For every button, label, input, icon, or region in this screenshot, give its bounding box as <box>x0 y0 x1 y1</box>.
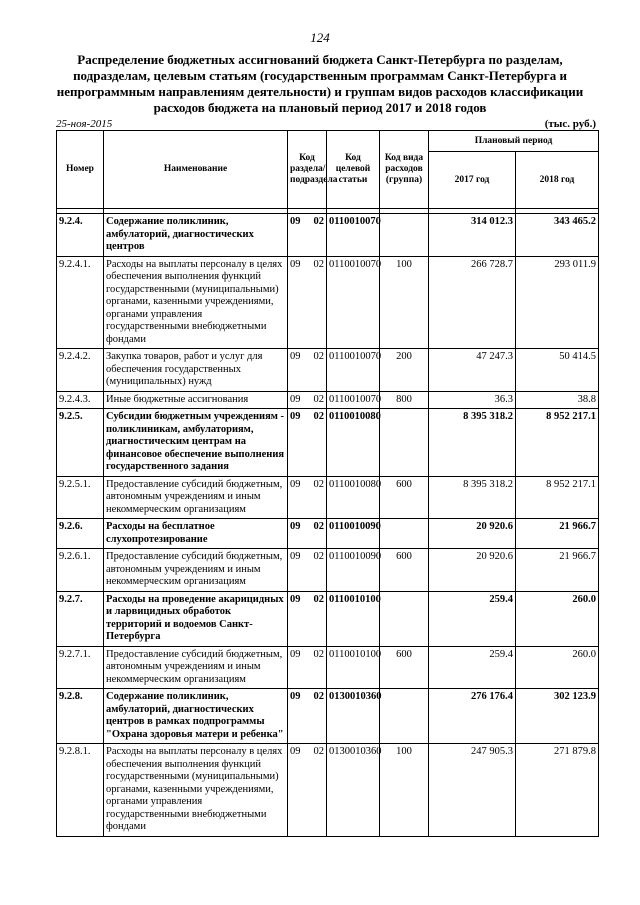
row-number: 9.2.4.3. <box>57 391 104 409</box>
row-value-2017: 8 395 318.2 <box>429 476 516 519</box>
section-code: 09 <box>290 216 301 227</box>
section-code: 09 <box>290 411 301 422</box>
subsection-code: 02 <box>313 478 324 490</box>
row-value-2018: 271 879.8 <box>516 744 599 837</box>
header-number: Номер <box>57 131 104 209</box>
row-value-2017: 20 920.6 <box>429 549 516 592</box>
table-row <box>57 349 599 392</box>
row-section-code <box>288 214 327 257</box>
row-name: Расходы на выплаты персоналу в целях обеспечения выполнения функций государственными (муниципальными) органами, казенными учреждениями, органами управления государственными внебюджетными фондами <box>104 256 288 349</box>
section-code: 09 <box>290 593 301 605</box>
row-value-2018: 21 966.7 <box>516 519 599 549</box>
row-type-code: 200 <box>380 349 429 392</box>
row-value-2018: 8 952 217.1 <box>516 409 599 477</box>
row-value-2017: 276 176.4 <box>429 689 516 744</box>
subsection-code: 02 <box>313 691 324 702</box>
subsection-code: 02 <box>313 551 324 562</box>
row-article-code: 0110010090 <box>327 519 380 549</box>
row-value-2018: 50 414.5 <box>516 349 599 392</box>
row-name: Расходы на проведение акарицидных и ларвицидных обработок территорий и водоемов Санкт-Петербурга <box>104 591 288 646</box>
row-name: Предоставление субсидий бюджетным, автономным учреждениям и иным некоммерческим организациям <box>104 549 288 592</box>
section-code: 09 <box>290 648 301 660</box>
section-code: 09 <box>290 551 301 562</box>
table-row <box>57 519 599 549</box>
subsection-code: 02 <box>313 351 324 362</box>
header-article: Код целевой статьи <box>327 131 380 209</box>
section-code: 09 <box>290 691 301 702</box>
row-value-2018: 38.8 <box>516 391 599 409</box>
row-value-2018: 260.0 <box>516 591 599 646</box>
row-number: 9.2.7.1. <box>57 646 104 689</box>
row-article-code: 0130010360 <box>327 744 380 837</box>
header-period: Плановый период <box>429 131 599 152</box>
table-row <box>57 549 599 592</box>
row-value-2017: 259.4 <box>429 591 516 646</box>
subsection-code: 02 <box>313 648 324 660</box>
row-number: 9.2.4.1. <box>57 256 104 349</box>
table-header <box>57 131 599 209</box>
row-name: Иные бюджетные ассигнования <box>104 391 288 409</box>
row-name: Предоставление субсидий бюджетным, автономным учреждениям и иным некоммерческим организациям <box>104 476 288 519</box>
table-row <box>57 391 599 409</box>
row-section-code <box>288 391 327 409</box>
section-code: 09 <box>290 258 301 270</box>
subsection-code: 02 <box>313 393 324 405</box>
row-value-2017: 20 920.6 <box>429 519 516 549</box>
section-code: 09 <box>290 393 301 405</box>
row-value-2018: 302 123.9 <box>516 689 599 744</box>
row-number: 9.2.6. <box>57 519 104 549</box>
row-section-code <box>288 519 327 549</box>
units-label: (тыс. руб.) <box>544 118 596 130</box>
row-name: Субсидии бюджетным учреждениям - поликлиникам, амбулаториям, диагностическим центрам на финансовое обеспечение выполнения государственного задания <box>104 409 288 477</box>
row-article-code: 0110010070 <box>327 214 380 257</box>
section-code: 09 <box>290 746 301 757</box>
row-number: 9.2.5.1. <box>57 476 104 519</box>
row-article-code: 0110010100 <box>327 591 380 646</box>
row-value-2017: 8 395 318.2 <box>429 409 516 477</box>
row-article-code: 0110010070 <box>327 256 380 349</box>
row-name: Содержание поликлиник, амбулаторий, диагностических центров в рамках подпрограммы "Охрана здоровья матери и ребенка" <box>104 689 288 744</box>
table-row <box>57 214 599 257</box>
row-value-2018: 260.0 <box>516 646 599 689</box>
row-number: 9.2.5. <box>57 409 104 477</box>
row-type-code: 600 <box>380 476 429 519</box>
row-type-code <box>380 689 429 744</box>
row-type-code: 600 <box>380 646 429 689</box>
subsection-code: 02 <box>313 521 324 532</box>
row-number: 9.2.8.1. <box>57 744 104 837</box>
row-value-2017: 259.4 <box>429 646 516 689</box>
header-type: Код вида расходов (группа) <box>380 131 429 209</box>
row-type-code <box>380 214 429 257</box>
row-value-2017: 36.3 <box>429 391 516 409</box>
subsection-code: 02 <box>313 593 324 605</box>
row-article-code: 0110010080 <box>327 409 380 477</box>
row-article-code: 0110010070 <box>327 349 380 392</box>
row-number: 9.2.6.1. <box>57 549 104 592</box>
row-type-code <box>380 409 429 477</box>
row-section-code <box>288 476 327 519</box>
row-value-2017: 247 905.3 <box>429 744 516 837</box>
row-type-code <box>380 519 429 549</box>
table-row <box>57 409 599 477</box>
subsection-code: 02 <box>313 216 324 227</box>
row-article-code: 0110010090 <box>327 549 380 592</box>
header-name: Наименование <box>104 131 288 209</box>
row-name: Расходы на бесплатное слухопротезирование <box>104 519 288 549</box>
row-value-2018: 21 966.7 <box>516 549 599 592</box>
table-row <box>57 256 599 349</box>
row-value-2017: 314 012.3 <box>429 214 516 257</box>
row-type-code: 800 <box>380 391 429 409</box>
row-article-code: 0110010100 <box>327 646 380 689</box>
row-name: Предоставление субсидий бюджетным, автономным учреждениям и иным некоммерческим организациям <box>104 646 288 689</box>
table-row <box>57 591 599 646</box>
row-section-code <box>288 409 327 477</box>
row-value-2017: 47 247.3 <box>429 349 516 392</box>
row-name: Содержание поликлиник, амбулаторий, диагностических центров <box>104 214 288 257</box>
row-value-2017: 266 728.7 <box>429 256 516 349</box>
section-code: 09 <box>290 478 301 490</box>
row-name: Закупка товаров, работ и услуг для обеспечения государственных (муниципальных) нужд <box>104 349 288 392</box>
row-type-code: 100 <box>380 256 429 349</box>
page-number: 124 <box>310 30 330 45</box>
row-article-code: 0110010070 <box>327 391 380 409</box>
subsection-code: 02 <box>313 746 324 757</box>
row-section-code <box>288 591 327 646</box>
page-title: Распределение бюджетных ассигнований бюджета Санкт-Петербурга по разделам, подразделам, целевым статьям (государственным программам Санкт-Петербурга и непрограммным направлениям деятельности) и группам видов расходов классификации расходов бюджета на плановый период 2017 и 2018 годов <box>56 52 584 115</box>
header-2018: 2018 год <box>516 152 599 209</box>
row-number: 9.2.7. <box>57 591 104 646</box>
subsection-code: 02 <box>313 258 324 270</box>
row-section-code <box>288 689 327 744</box>
report-date: 25-ноя-2015 <box>56 118 113 130</box>
row-number: 9.2.4. <box>57 214 104 257</box>
row-article-code: 0130010360 <box>327 689 380 744</box>
row-name: Расходы на выплаты персоналу в целях обеспечения выполнения функций государственными (муниципальными) органами, казенными учреждениями, органами управления государственными внебюджетными фондами <box>104 744 288 837</box>
row-section-code <box>288 744 327 837</box>
subsection-code: 02 <box>313 411 324 422</box>
row-section-code <box>288 349 327 392</box>
row-type-code: 100 <box>380 744 429 837</box>
budget-table <box>56 130 599 837</box>
table-row <box>57 646 599 689</box>
header-section: Код раздела/подраздела <box>288 131 327 209</box>
row-section-code <box>288 256 327 349</box>
section-code: 09 <box>290 521 301 532</box>
row-number: 9.2.8. <box>57 689 104 744</box>
section-code: 09 <box>290 351 301 362</box>
table-row <box>57 689 599 744</box>
row-value-2018: 8 952 217.1 <box>516 476 599 519</box>
row-type-code <box>380 591 429 646</box>
row-section-code <box>288 549 327 592</box>
table-row <box>57 476 599 519</box>
row-value-2018: 343 465.2 <box>516 214 599 257</box>
row-section-code <box>288 646 327 689</box>
row-number: 9.2.4.2. <box>57 349 104 392</box>
row-type-code: 600 <box>380 549 429 592</box>
row-value-2018: 293 011.9 <box>516 256 599 349</box>
header-2017: 2017 год <box>429 152 516 209</box>
table-body <box>57 209 599 837</box>
row-article-code: 0110010080 <box>327 476 380 519</box>
table-row <box>57 744 599 837</box>
